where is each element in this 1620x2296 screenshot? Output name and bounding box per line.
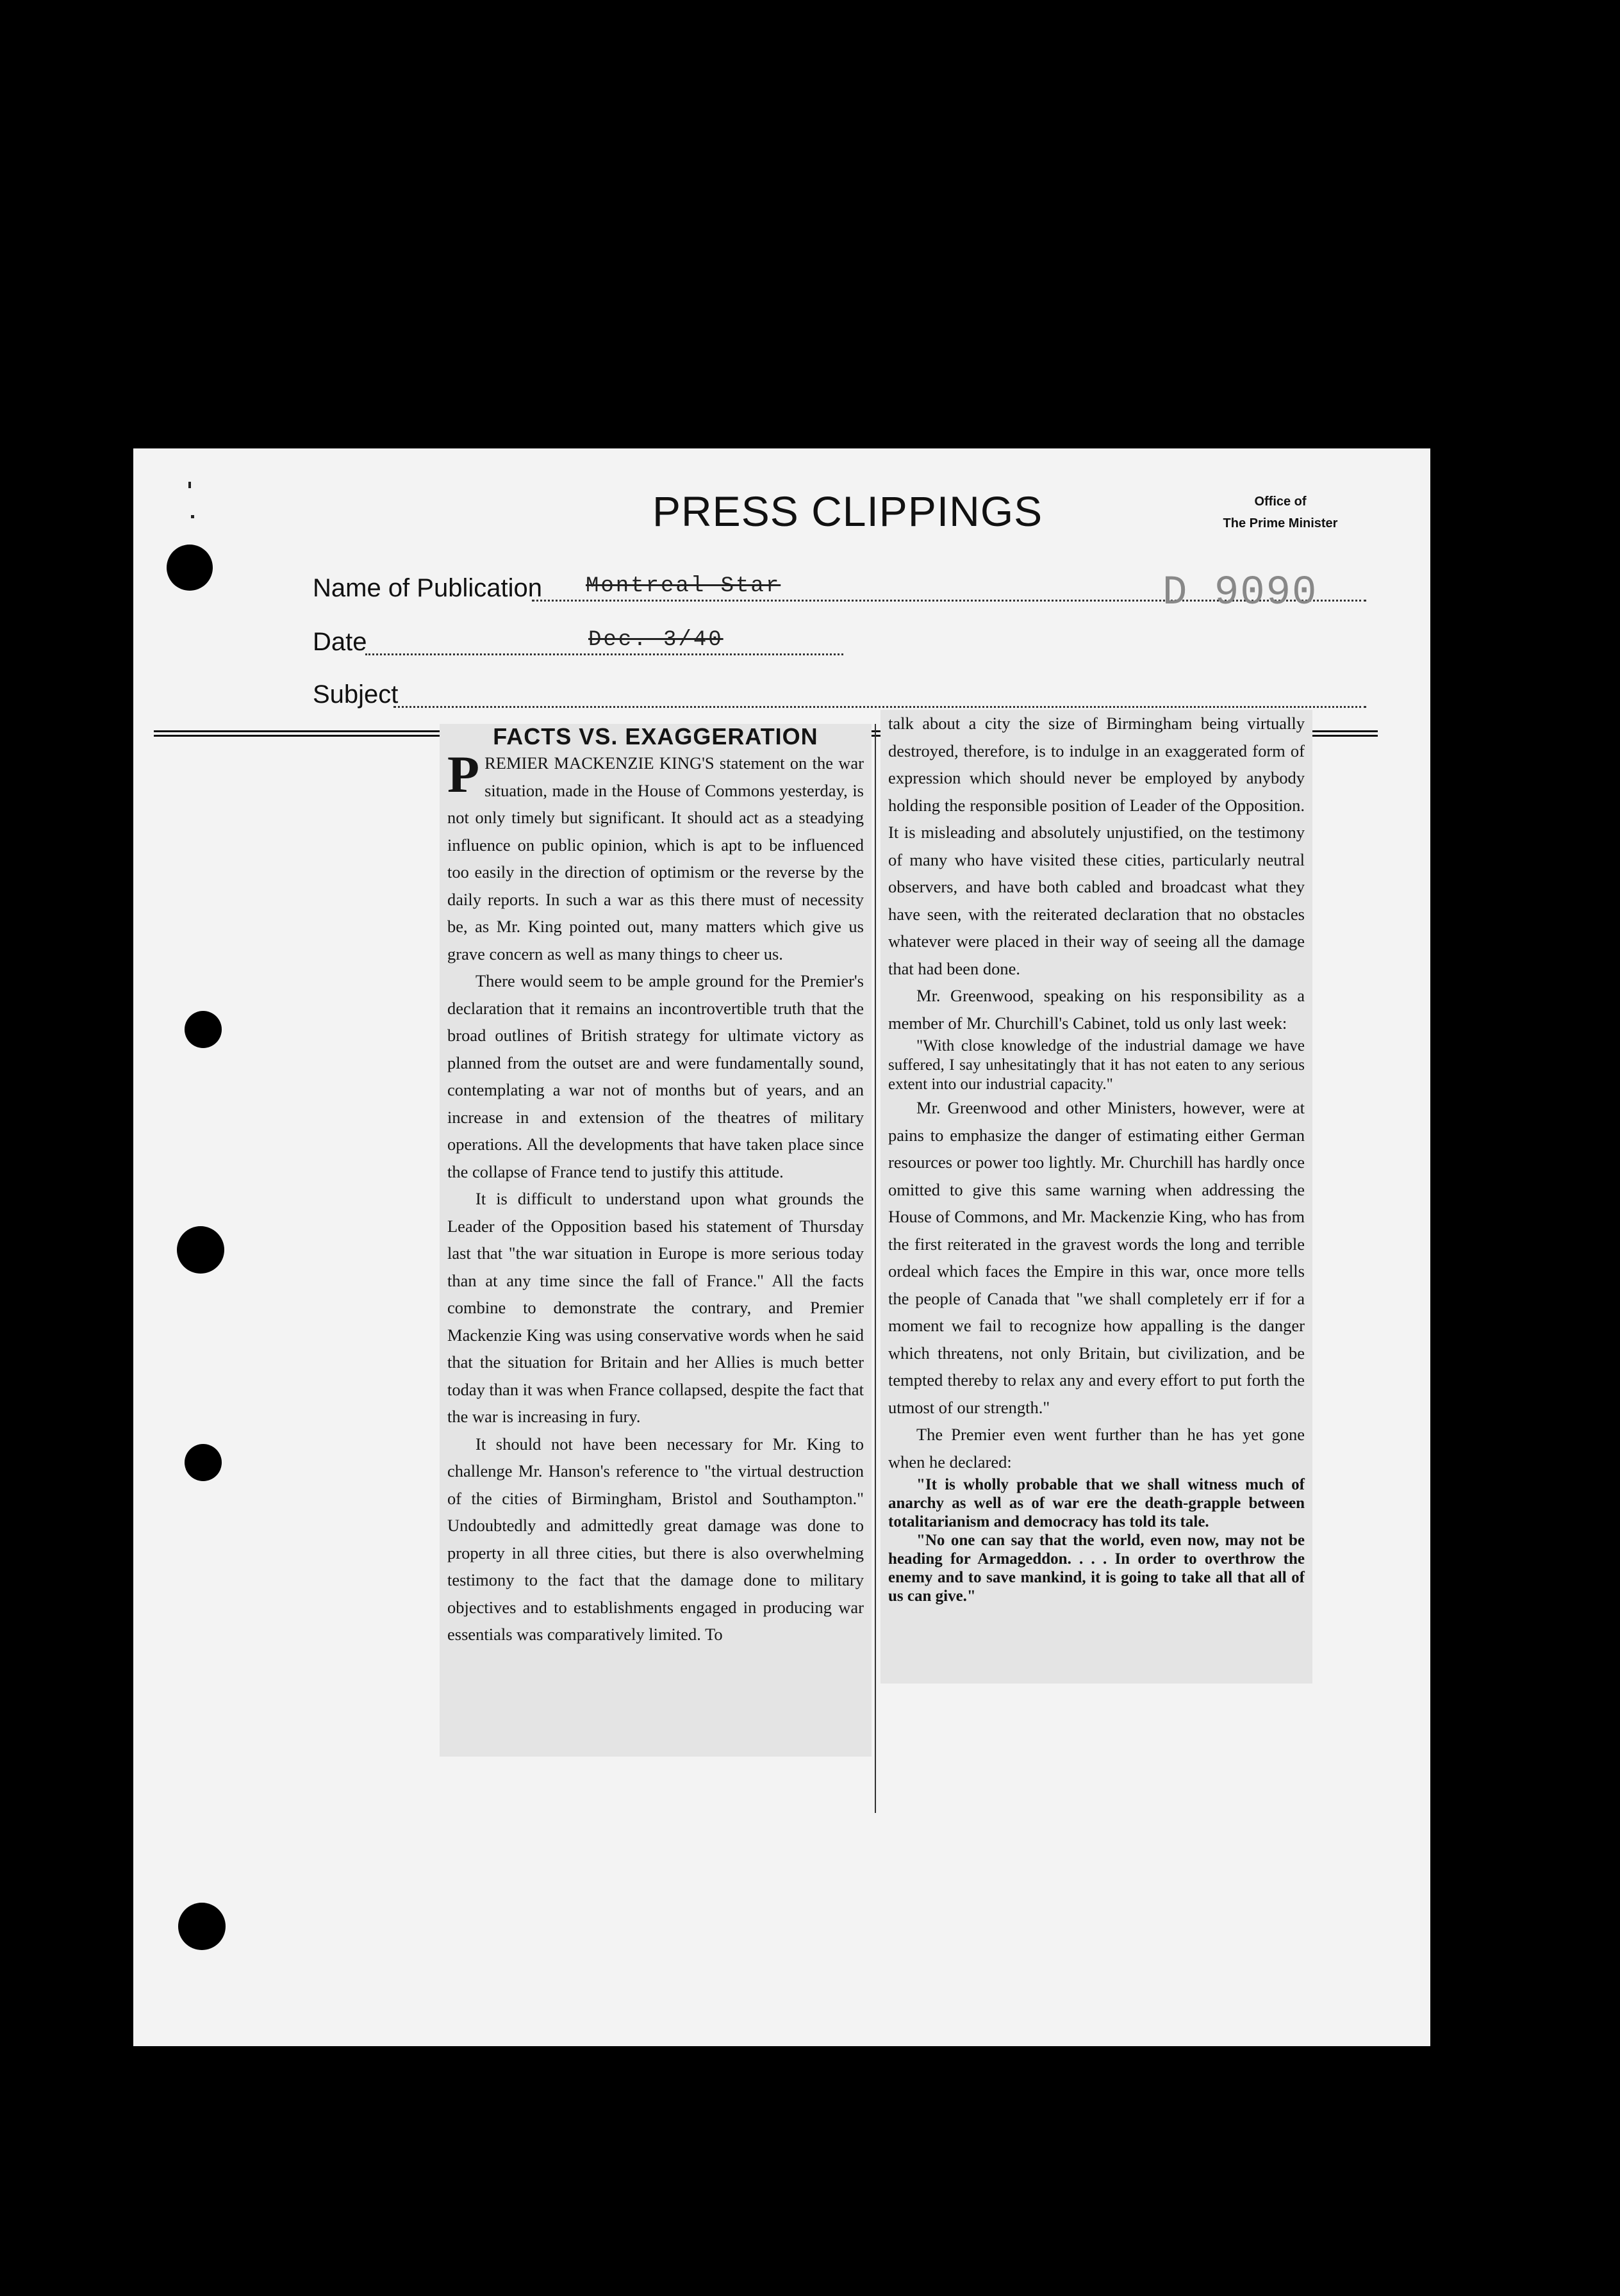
binder-hole-top <box>167 545 213 591</box>
article-headline: FACTS VS. EXAGGERATION <box>493 723 818 750</box>
office-line-2: The Prime Minister <box>1223 516 1338 530</box>
article-paragraph: It is difficult to understand upon what grounds the Leader of the Opposition based his statement of Thursday last that "the war situation in Europe is more serious today than at any time since the fall of France." All the facts combine to demonstrate the contrary, and Premier Mackenzie King was using conservative words when he said that the situation for Britain and her Allies is much better today than it was when France collapsed, despite the fact that the war is increasing in fury. <box>447 1189 864 1426</box>
binder-hole-bottom <box>178 1903 226 1950</box>
binder-hole-lower <box>185 1444 222 1481</box>
office-label <box>1197 491 1364 534</box>
publication-value: Montreal Star <box>586 574 781 598</box>
date-value: Dec. 3/40 <box>588 628 723 652</box>
column-divider <box>875 724 876 1813</box>
binder-hole-upper <box>185 1011 222 1048</box>
publication-label: Name of Publication <box>313 574 542 602</box>
article-quote: "It is wholly probable that we shall witness much of anarchy as well as of war ere the death-grapple between totalitarianism and democracy has told its tale. <box>888 1476 1305 1530</box>
article-paragraph: The Premier even went further than he has yet gone when he declared: <box>888 1425 1305 1472</box>
article-paragraph: It should not have been necessary for Mr. King to challenge Mr. Hanson's reference to "the virtual destruction of the cities of Birmingham, Bristol and Southampton." Undoubtedly and admittedly great damage was done to property in all three cities, but there is also overwhelming testimony to the fact that the damage done to military objectives and to establishments engaged in producing war essentials was comparatively limited. To <box>447 1434 864 1644</box>
article-paragraph: Mr. Greenwood, speaking on his responsibility as a member of Mr. Churchill's Cabinet, told us only last week: <box>888 986 1305 1033</box>
subject-label: Subject <box>313 680 399 709</box>
article-quote: "With close knowledge of the industrial damage we have suffered, I say unhesitatingly that it has not eaten to any serious extent into our industrial capacity." <box>888 1037 1305 1093</box>
article-quote: "No one can say that the world, even now, may not be heading for Armageddon. . . . In order to overthrow the enemy and to save mankind, it is going to take all that all of us can give." <box>888 1532 1305 1605</box>
margin-speck <box>191 515 194 518</box>
office-line-1: Office of <box>1254 495 1307 509</box>
clipping-number: D 9090 <box>1162 570 1318 616</box>
article-paragraph: There would seem to be ample ground for the Premier's declaration that it remains an incontrovertible truth that the broad outlines of British strategy for ultimate victory as planned from the outset are and were fundamentally sound, contemplating a war not of months but of years, and an increase in and extension of the theatres of military operations. All the developments that have taken place since the collapse of France tend to justify this attitude. <box>447 971 864 1181</box>
date-underline <box>365 653 843 655</box>
margin-speck <box>188 482 191 488</box>
binder-hole-middle <box>177 1226 224 1274</box>
subject-underline <box>393 706 1366 708</box>
page-title: PRESS CLIPPINGS <box>652 488 1043 535</box>
article-paragraph: Mr. Greenwood and other Ministers, however, were at pains to emphasize the danger of estimating either German resources or power too lightly. Mr. Churchill has hardly once omitted to give this same warning when addressing the House of Commons, and Mr. Mackenzie King, who has from the first reiterated in the gravest words the long and terrible ordeal which faces the Empire in this war, once more tells the people of Canada that "we shall completely err if for a moment we fail to recognize how appalling is the danger which threatens, not only Britain, but civilization, and be tempted thereby to relax any and every effort to put forth the utmost of our strength." <box>888 1098 1305 1417</box>
article-column-2 <box>880 710 1312 1684</box>
article-paragraph: talk about a city the size of Birmingham being virtually destroyed, therefore, is to indulge in an exaggerated form of expression which should never be employed by anybody holding the responsible position of Leader of the Opposition. It is misleading and absolutely unjustified, on the testimony of many who have visited these cities, particularly neutral observers, and have both cabled and broadcast what they have seen, with the reiterated declaration that no obstacles whatever were placed in their way of seeing all the damage that had been done. <box>888 714 1305 978</box>
article-paragraph: PREMIER MACKENZIE KING'S statement on the war situation, made in the House of Commons yesterday, is not only timely but significant. It should act as a steadying influence on public opinion, which is apt to be influenced too easily in the direction of optimism or the reverse by the daily reports. In such a war as this there must of necessity be, as Mr. King pointed out, many matters which give us grave concern as well as many things to cheer us. <box>447 745 864 964</box>
date-label: Date <box>313 628 367 656</box>
clipping-page <box>133 448 1430 2046</box>
article-column-1 <box>440 724 872 1757</box>
